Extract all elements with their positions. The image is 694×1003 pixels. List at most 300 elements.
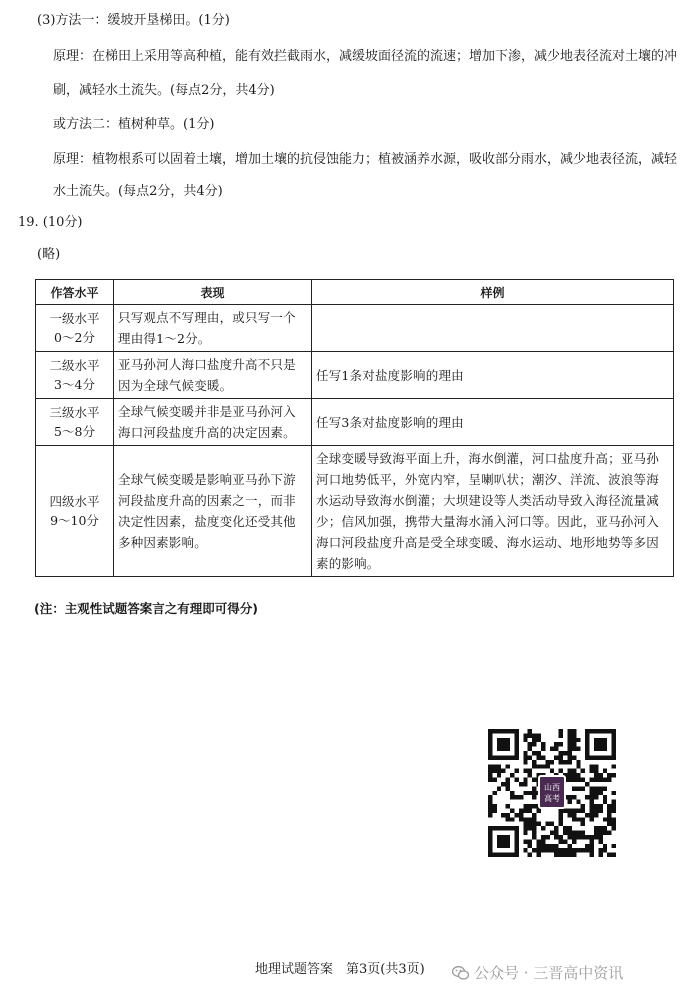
qr-module [488, 773, 492, 777]
level-name: 一级水平 [49, 311, 100, 326]
qr-module [563, 848, 567, 852]
qr-module [559, 733, 563, 737]
header-sample: 样例 [312, 280, 674, 305]
qr-module [567, 848, 571, 852]
qr-module [554, 844, 558, 848]
level-cell [36, 352, 114, 399]
qr-module [532, 848, 536, 852]
qr-module [607, 822, 611, 826]
qr-module [576, 786, 580, 790]
qr-module [541, 844, 545, 848]
qr-module [523, 822, 527, 826]
qr-module [510, 773, 514, 777]
table-row [36, 352, 674, 399]
qr-module [554, 755, 558, 759]
qr-module [603, 844, 607, 848]
qr-module [519, 795, 523, 799]
qr-module [523, 791, 527, 795]
qr-module [492, 808, 496, 812]
qr-module [528, 826, 532, 830]
qr-module [537, 751, 541, 755]
qr-module [567, 747, 571, 751]
qr-module [506, 804, 510, 808]
qr-module [612, 804, 616, 808]
qr-module [612, 853, 616, 857]
qr-module [554, 747, 558, 751]
qr-module [523, 733, 527, 737]
qr-module [545, 760, 549, 764]
qr-module [607, 813, 611, 817]
qr-module [532, 738, 536, 742]
qr-module [567, 853, 571, 857]
qr-module [532, 795, 536, 799]
qr-module [590, 853, 594, 857]
qr-module [572, 853, 576, 857]
qr-module [554, 835, 558, 839]
level-name: 二级水平 [49, 358, 100, 373]
qr-module [559, 822, 563, 826]
qr-module [572, 729, 576, 733]
qr-module [541, 755, 545, 759]
qr-badge-line2: 高考 [544, 794, 560, 803]
qr-module [572, 848, 576, 852]
qr-module [594, 791, 598, 795]
qr-module [545, 844, 549, 848]
qr-module [523, 848, 527, 852]
qr-module [523, 831, 527, 835]
qr-module [528, 755, 532, 759]
qr-module [598, 773, 602, 777]
qr-module [567, 742, 571, 746]
qr-module [492, 764, 496, 768]
qr-module [612, 826, 616, 830]
qr-module [567, 733, 571, 737]
qr-module [576, 738, 580, 742]
qr-module [585, 835, 589, 839]
qr-module [532, 835, 536, 839]
qr-module [488, 778, 492, 782]
qr-module [554, 848, 558, 852]
qr-module [572, 778, 576, 782]
qr-module [559, 729, 563, 733]
qr-module [567, 844, 571, 848]
qr-module [541, 839, 545, 843]
qr-module [559, 769, 563, 773]
qr-module [590, 764, 594, 768]
qr-module [572, 773, 576, 777]
qr-module [537, 755, 541, 759]
qr-module [590, 786, 594, 790]
qr-module [590, 804, 594, 808]
qr-module [506, 764, 510, 768]
qr-module [528, 853, 532, 857]
qr-module [572, 817, 576, 821]
qr-module [519, 813, 523, 817]
qr-module [532, 822, 536, 826]
qr-module [532, 751, 536, 755]
qr-module [594, 738, 607, 751]
qr-module [598, 786, 602, 790]
qr-module [563, 826, 567, 830]
qr-module [532, 733, 536, 737]
q18-principle1-line1: 原理：在梯田上采用等高种植，能有效拦截雨水，减缓坡面径流的流速；增加下渗，减少地表径流对土壤的冲 [53, 49, 678, 64]
qr-module [590, 795, 594, 799]
qr-module [598, 791, 602, 795]
qr-module [563, 751, 567, 755]
qr-module [572, 839, 576, 843]
qr-module [528, 747, 532, 751]
qr-module [612, 808, 616, 812]
performance-cell: 只写观点不写理由，或只写一个理由得1～2分。 [114, 305, 312, 352]
sample-cell: 任写1条对盐度影响的理由 [312, 352, 674, 399]
qr-module [594, 813, 598, 817]
qr-module [581, 804, 585, 808]
qr-module [567, 755, 571, 759]
qr-module [594, 764, 598, 768]
qr-module [523, 769, 527, 773]
qr-module [612, 817, 616, 821]
qr-module [585, 848, 589, 852]
qr-module [585, 813, 589, 817]
qr-module [607, 831, 611, 835]
qr-module [603, 778, 607, 782]
qr-module [590, 835, 594, 839]
qr-module [585, 844, 589, 848]
qr-module [532, 778, 536, 782]
qr-module [572, 808, 576, 812]
qr-module [528, 791, 532, 795]
qr-module [612, 822, 616, 826]
qr-module [572, 742, 576, 746]
qr-module [559, 835, 563, 839]
qr-module [594, 804, 598, 808]
q18-principle2-line1: 原理：植物根系可以固着土壤，增加土壤的抗侵蚀能力；植被涵养水源，吸收部分雨水，减少地表径流，减轻 [53, 152, 678, 167]
qr-module [594, 835, 598, 839]
qr-module [497, 769, 501, 773]
qr-module [576, 831, 580, 835]
qr-module [594, 778, 598, 782]
qr-module [567, 795, 571, 799]
qr-module [523, 817, 527, 821]
qr-module [598, 826, 602, 830]
qr-module [567, 800, 571, 804]
qr-module [537, 808, 541, 812]
qr-module [576, 764, 580, 768]
q19-title: 19. (10分) [18, 215, 83, 230]
qr-module [572, 786, 576, 790]
qr-module [598, 839, 602, 843]
qr-module [581, 778, 585, 782]
qr-module [532, 813, 536, 817]
qr-module [581, 786, 585, 790]
qr-module [590, 839, 594, 843]
qr-module [554, 742, 558, 746]
table-row [36, 399, 674, 446]
qr-module [492, 804, 496, 808]
level-name: 四级水平 [49, 494, 100, 509]
level-name: 三级水平 [49, 405, 100, 420]
qr-module [576, 778, 580, 782]
qr-module [550, 822, 554, 826]
rubric-header-row [36, 280, 674, 305]
qr-module [594, 773, 598, 777]
qr-module [523, 782, 527, 786]
page-footer: 地理试题答案 第3页(共3页) [255, 962, 425, 977]
qr-module [572, 755, 576, 759]
level-cell [36, 446, 114, 577]
level-cell [36, 305, 114, 352]
qr-module [506, 813, 510, 817]
qr-module [537, 822, 541, 826]
qr-code[interactable] [488, 729, 616, 857]
qr-module [581, 831, 585, 835]
qr-module [559, 848, 563, 852]
qr-module [612, 800, 616, 804]
qr-module [567, 826, 571, 830]
qr-module [523, 826, 527, 830]
level-score: 5～8分 [54, 424, 95, 439]
qr-module [572, 738, 576, 742]
qr-module [563, 760, 567, 764]
qr-module [532, 817, 536, 821]
qr-module [603, 786, 607, 790]
sample-cell: 全球变暖导致海平面上升，海水倒灌，河口盐度升高；亚马孙河口地势低平，外宽内窄，呈喇叭状；潮汐、洋流、波浪等海水运动导致海水倒灌；大坝建设等人类活动导致入海径流量减少；信风加强，携带大量海水涌入河口等。因此，亚马孙河入海口河段盐度升高是受全球变暖、海水运动、地形地势等多因素的影响。 [312, 446, 674, 577]
qr-module [519, 817, 523, 821]
qr-module [497, 773, 501, 777]
qr-module [559, 808, 563, 812]
qr-module [550, 760, 554, 764]
qr-module [532, 804, 536, 808]
level-score: 0～2分 [54, 330, 95, 345]
qr-module [612, 764, 616, 768]
qr-module [559, 755, 563, 759]
qr-module [563, 808, 567, 812]
qr-module [567, 778, 571, 782]
qr-module [532, 764, 536, 768]
qr-module [581, 808, 585, 812]
qr-module [501, 769, 505, 773]
header-level: 作答水平 [36, 280, 114, 305]
qr-module [581, 817, 585, 821]
q18-principle2-line2: 水土流失。(每点2分，共4分) [53, 184, 223, 199]
qr-module [594, 786, 598, 790]
qr-module [506, 786, 510, 790]
qr-module [598, 853, 602, 857]
qr-module [567, 813, 571, 817]
qr-module [594, 769, 598, 773]
qr-module [519, 782, 523, 786]
qr-module [572, 795, 576, 799]
qr-module [497, 764, 501, 768]
qr-module [590, 808, 594, 812]
qr-module [514, 813, 518, 817]
qr-module [607, 804, 611, 808]
qr-module [541, 742, 545, 746]
qr-module [598, 835, 602, 839]
qr-module [559, 813, 563, 817]
qr-module [607, 817, 611, 821]
qr-module [612, 791, 616, 795]
qr-module [537, 848, 541, 852]
qr-module [537, 738, 541, 742]
qr-module [523, 755, 527, 759]
qr-module [603, 826, 607, 830]
qr-module [537, 764, 541, 768]
qr-module [594, 808, 598, 812]
qr-module [492, 791, 496, 795]
qr-module [567, 835, 571, 839]
qr-module [585, 795, 589, 799]
qr-module [594, 826, 598, 830]
qr-module [501, 813, 505, 817]
grading-note: (注：主观性试题答案言之有理即可得分) [34, 601, 258, 616]
qr-module [581, 769, 585, 773]
qr-module [537, 733, 541, 737]
qr-module [510, 817, 514, 821]
wechat-icon [452, 966, 469, 980]
qr-module [567, 751, 571, 755]
qr-module [510, 791, 514, 795]
qr-module [563, 831, 567, 835]
qr-module [510, 808, 514, 812]
qr-module [523, 808, 527, 812]
qr-module [603, 817, 607, 821]
qr-module [576, 808, 580, 812]
qr-module [528, 808, 532, 812]
qr-module [528, 822, 532, 826]
qr-module [497, 835, 510, 848]
qr-module [523, 839, 527, 843]
qr-module [501, 782, 505, 786]
qr-module [528, 729, 532, 733]
qr-module [594, 795, 598, 799]
qr-module [567, 773, 571, 777]
qr-module [554, 826, 558, 830]
qr-module [488, 764, 492, 768]
qr-module [581, 822, 585, 826]
qr-module [537, 839, 541, 843]
qr-module [528, 769, 532, 773]
qr-module [590, 848, 594, 852]
qr-module [532, 831, 536, 835]
qr-module [563, 853, 567, 857]
qr-module [532, 791, 536, 795]
qr-module [567, 831, 571, 835]
qr-module [492, 769, 496, 773]
qr-module [572, 831, 576, 835]
qr-module [550, 769, 554, 773]
qr-module [554, 831, 558, 835]
qr-module [488, 769, 492, 773]
qr-module [514, 769, 518, 773]
qr-module [559, 839, 563, 843]
qr-module [581, 848, 585, 852]
qr-module [559, 853, 563, 857]
performance-cell: 全球气候变暖并非是亚马孙河入海口河段盐度升高的决定因素。 [114, 399, 312, 446]
qr-module [523, 804, 527, 808]
qr-module [506, 782, 510, 786]
qr-module [514, 795, 518, 799]
qr-module [488, 804, 492, 808]
qr-module [590, 800, 594, 804]
qr-module [572, 733, 576, 737]
qr-module [550, 747, 554, 751]
sample-cell [312, 305, 674, 352]
qr-module [607, 773, 611, 777]
qr-module [598, 804, 602, 808]
qr-module [576, 835, 580, 839]
qr-module [559, 817, 563, 821]
qr-module [488, 813, 492, 817]
qr-module [550, 848, 554, 852]
qr-module [572, 747, 576, 751]
qr-module [572, 835, 576, 839]
qr-module [541, 848, 545, 852]
qr-module [607, 808, 611, 812]
qr-module [612, 844, 616, 848]
qr-module [519, 808, 523, 812]
qr-module [559, 751, 563, 755]
qr-module [506, 778, 510, 782]
qr-module [492, 778, 496, 782]
qr-module [541, 835, 545, 839]
qr-module [590, 778, 594, 782]
header-performance: 表现 [114, 280, 312, 305]
qr-module [572, 813, 576, 817]
qr-module [537, 844, 541, 848]
qr-module [567, 769, 571, 773]
qr-module [510, 795, 514, 799]
qr-module [528, 733, 532, 737]
qr-module [545, 848, 549, 852]
q19-omitted: (略) [37, 247, 61, 262]
qr-module [523, 751, 527, 755]
qr-module [550, 844, 554, 848]
qr-module [497, 786, 501, 790]
qr-module [603, 831, 607, 835]
level-score: 3～4分 [54, 377, 95, 392]
qr-module [541, 826, 545, 830]
qr-module [514, 778, 518, 782]
qr-module [488, 808, 492, 812]
qr-module [567, 760, 571, 764]
qr-module [488, 800, 492, 804]
qr-module [545, 822, 549, 826]
qr-module [603, 795, 607, 799]
qr-module [607, 778, 611, 782]
level-cell [36, 399, 114, 446]
qr-module [554, 853, 558, 857]
qr-module [598, 831, 602, 835]
rubric-table [35, 279, 674, 577]
qr-module [576, 848, 580, 852]
qr-module [576, 760, 580, 764]
qr-module [545, 764, 549, 768]
qr-module [567, 738, 571, 742]
qr-module [581, 835, 585, 839]
qr-module [612, 773, 616, 777]
qr-module [576, 800, 580, 804]
qr-module [537, 853, 541, 857]
table-row [36, 305, 674, 352]
qr-module [528, 773, 532, 777]
qr-module [598, 808, 602, 812]
qr-module [590, 769, 594, 773]
qr-module [590, 844, 594, 848]
q18-method1: (3)方法一：缓坡开垦梯田。(1分) [37, 13, 230, 28]
qr-module [607, 853, 611, 857]
qr-module [590, 817, 594, 821]
